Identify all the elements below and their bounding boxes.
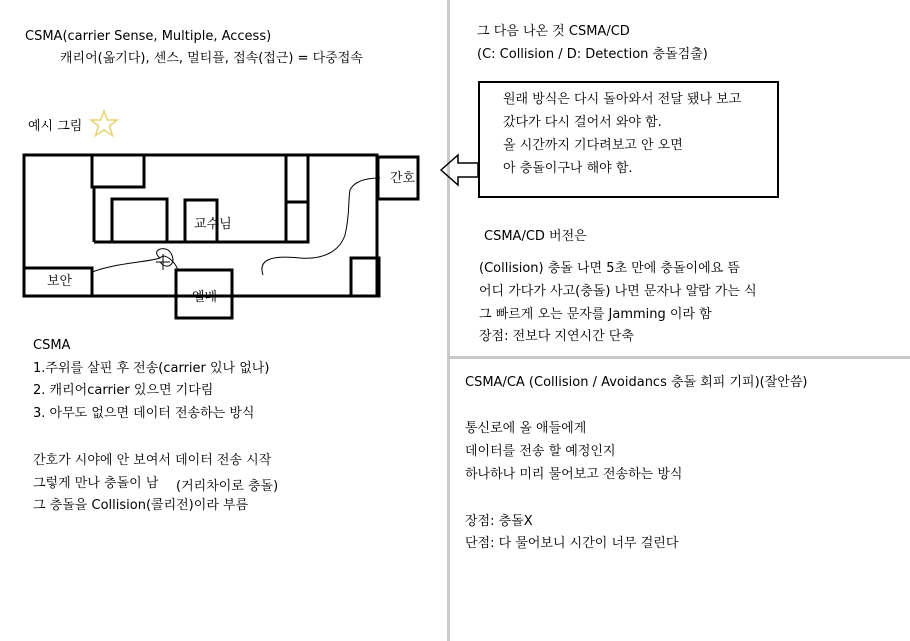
example-label: 예시 그림 (28, 119, 83, 134)
box-line: 아 충돌이구나 해야 함. (503, 161, 633, 176)
map-label-security: 보안 (47, 274, 73, 289)
room-top-left (92, 155, 144, 187)
arrow-left-icon (441, 155, 478, 185)
csma-cd-subtitle: (C: Collision / D: Detection 충돌검출) (477, 47, 708, 62)
room-bottom-right (351, 258, 379, 296)
ca-cons: 단점: 다 물어보니 시간이 너무 걸린다 (465, 536, 679, 551)
csma-cd-title: 그 다음 나온 것 CSMA/CD (477, 24, 630, 39)
ca-line: 데이터를 전송 할 예정인지 (465, 444, 616, 459)
ca-line: 통신로에 올 애들에게 (465, 421, 587, 436)
room-right-lower (286, 202, 308, 242)
map-label-nurse: 간호 (390, 171, 416, 186)
csma-heading: CSMA (33, 338, 71, 353)
csma-step: 1.주위를 살핀 후 전송(carrier 있나 없나) (33, 361, 270, 376)
cd-line: 어디 가다가 사고(충돌) 나면 문자나 알람 가는 식 (479, 284, 757, 299)
cd-line: 장점: 전보다 지연시간 단축 (479, 329, 634, 344)
ca-line: 하나하나 미리 물어보고 전송하는 방식 (465, 467, 683, 482)
room-inner (112, 199, 167, 242)
collision-line: 그 충돌을 Collision(콜리전)이라 부름 (33, 498, 249, 513)
csma-subtitle: 캐리어(옮기다), 센스, 멀티플, 접속(접근) = 다중접속 (60, 51, 363, 66)
collision-line: 간호가 시야에 안 보여서 데이터 전송 시작 (33, 453, 272, 468)
map-label-professor: 교수님 (194, 217, 232, 232)
csma-title: CSMA(carrier Sense, Multiple, Access) (25, 29, 272, 44)
csma-ca-title: CSMA/CA (Collision / Avoidancs 충돌 회피 기피)(잘안씀) (465, 375, 808, 390)
collision-line: 그렇게 만나 충돌이 남 (33, 476, 159, 491)
csma-step: 2. 캐리어carrier 있으면 기다림 (33, 383, 214, 398)
cd-line: 그 빠르게 오는 문자를 Jamming 이라 함 (479, 307, 712, 322)
collision-note: (거리차이로 충돌) (176, 479, 279, 494)
star-icon (91, 111, 117, 136)
box-line: 원래 방식은 다시 돌아와서 전달 됐나 보고 (503, 92, 742, 107)
cd-version-heading: CSMA/CD 버전은 (484, 229, 587, 244)
box-line: 갔다가 다시 걸어서 와야 함. (503, 115, 662, 130)
cd-line: (Collision) 충돌 나면 5초 만에 충돌이에요 뜸 (479, 261, 740, 276)
room-right-upper (286, 155, 308, 202)
csma-step: 3. 아무도 없으면 데이터 전송하는 방식 (33, 406, 255, 421)
map-label-elevator: 엘베 (192, 290, 218, 305)
box-line: 올 시간까지 기다려보고 안 오면 (503, 138, 683, 153)
ca-pros: 장점: 충돌X (465, 514, 533, 529)
